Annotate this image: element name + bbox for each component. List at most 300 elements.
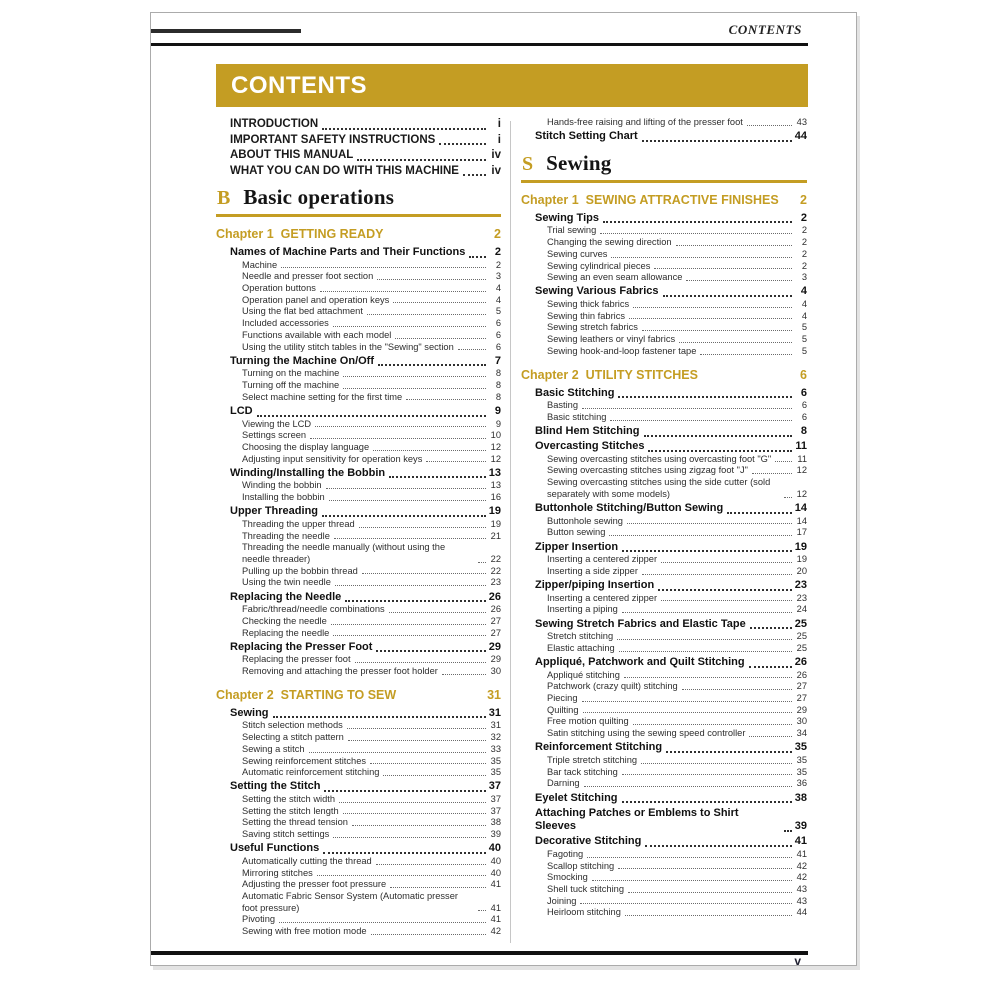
- toc-entry-page-number: 11: [795, 440, 807, 453]
- toc-entry-label: Threading the needle: [242, 530, 330, 541]
- dot-leader: [642, 574, 792, 575]
- dot-leader: [370, 763, 486, 764]
- toc-entry-page-number: 23: [490, 577, 501, 588]
- toc-entry-bold: [216, 246, 501, 260]
- toc-entry-label: Using the flat bed attachment: [242, 306, 363, 317]
- dot-leader: [642, 140, 792, 142]
- toc-entry-page-number: 5: [801, 322, 807, 333]
- dot-leader: [322, 128, 486, 130]
- toc-entry-label: Sewing with free motion mode: [242, 926, 367, 937]
- toc-entry-page-number: 6: [495, 318, 501, 329]
- toc-entry-page-number: 39: [794, 820, 807, 833]
- chapter-title: GETTING READY: [280, 227, 384, 241]
- toc-entry-page-number: 42: [796, 872, 807, 883]
- dot-leader: [622, 801, 792, 803]
- toc-entry-page-number: 38: [490, 817, 501, 828]
- toc-entry-label: Basic Stitching: [535, 386, 615, 399]
- toc-entry-label: Turning off the machine: [242, 380, 340, 391]
- toc-entry-bold: [521, 130, 807, 144]
- toc-entry-label: Operation panel and operation keys: [242, 294, 390, 305]
- toc-entry-sub: [216, 342, 501, 354]
- toc-entry-page-number: 22: [490, 554, 501, 565]
- toc-entry-label: Zipper/piping Insertion: [535, 579, 655, 592]
- toc-entry-page-number: 32: [490, 732, 501, 743]
- toc-entry-page-number: 35: [796, 766, 807, 777]
- toc-entry-page-number: 25: [796, 642, 807, 653]
- toc-entry-label: Bar tack stitching: [547, 766, 618, 777]
- toc-entry-page-number: 41: [796, 848, 807, 859]
- toc-entry-bold: [216, 707, 501, 721]
- toc-entry-page-number: 13: [490, 480, 501, 491]
- toc-entry-label: Setting the stitch length: [242, 805, 339, 816]
- chapter-title: STARTING TO SEW: [280, 687, 397, 702]
- toc-entry-label: Appliqué stitching: [547, 669, 620, 680]
- toc-entry-sub: [216, 295, 501, 307]
- toc-entry-sub: [521, 604, 807, 616]
- dot-leader: [784, 830, 792, 832]
- dot-leader: [617, 639, 792, 640]
- toc-entry-sub: [521, 681, 807, 693]
- toc-entry-page-number: 12: [796, 465, 807, 476]
- toc-entry-sub: [521, 643, 807, 655]
- toc-entry-page-number: 14: [794, 502, 807, 515]
- toc-entry-label: Patchwork (crazy quilt) stitching: [547, 681, 678, 692]
- dot-leader: [645, 845, 792, 847]
- toc-entry-page-number: 26: [794, 656, 807, 669]
- toc-entry-sub: [521, 322, 807, 334]
- dot-leader: [333, 635, 486, 636]
- dot-leader: [389, 612, 486, 613]
- toc-entry-label: Adjusting the presser foot pressure: [242, 879, 387, 890]
- toc-entry-page-number: 35: [490, 755, 501, 766]
- dot-leader: [629, 318, 792, 319]
- toc-entry-page-number: 29: [490, 654, 501, 665]
- toc-entry-page-number: 19: [490, 518, 501, 529]
- toc-entry-page-number: 43: [796, 884, 807, 895]
- dot-leader: [619, 651, 792, 652]
- dot-leader: [347, 728, 486, 729]
- toc-entry-page-number: 4: [495, 294, 501, 305]
- toc-entry-bold: [521, 285, 807, 299]
- toc-entry-page-number: 37: [488, 780, 501, 793]
- dot-leader: [624, 677, 792, 678]
- toc-entry-bold: [216, 780, 501, 794]
- toc-entry-sub: [216, 577, 501, 589]
- toc-entry-page-number: 2: [801, 260, 807, 271]
- dot-leader: [603, 221, 792, 223]
- dot-leader: [727, 512, 792, 514]
- dot-leader: [609, 535, 792, 536]
- toc-entry-sub: [216, 306, 501, 318]
- toc-entry-label: Needle and presser foot section: [242, 271, 374, 282]
- toc-entry-page-number: 4: [800, 285, 807, 298]
- dot-leader: [334, 538, 486, 539]
- toc-entry-page-number: 27: [490, 627, 501, 638]
- toc-entry-label: Setting the Stitch: [230, 780, 321, 793]
- toc-entry-label: Sewing Stretch Fabrics and Elastic Tape: [535, 617, 746, 630]
- toc-entry-label: Zipper Insertion: [535, 540, 619, 553]
- toc-entry-page-number: 5: [801, 334, 807, 345]
- toc-entry-label: Replacing the needle: [242, 627, 330, 638]
- toc-entry-label: Heirloom stitching: [547, 907, 621, 918]
- toc-entry-page-number: 6: [800, 386, 807, 399]
- toc-entry-page-number: 9: [494, 404, 501, 417]
- toc-entry-page-number: 16: [490, 492, 501, 503]
- dot-leader: [686, 280, 792, 281]
- toc-entry-sub: [521, 334, 807, 346]
- toc-entry-page-number: 27: [796, 693, 807, 704]
- toc-entry-sub: [521, 872, 807, 884]
- toc-entry-page-number: 2: [801, 237, 807, 248]
- toc-column-right: [521, 117, 807, 953]
- dot-leader: [442, 674, 486, 675]
- dot-leader: [281, 267, 486, 268]
- toc-entry-sub: [216, 283, 501, 295]
- toc-entry-page-number: 36: [796, 778, 807, 789]
- dot-leader: [367, 314, 486, 315]
- toc-entry-label: Pulling up the bobbin thread: [242, 565, 358, 576]
- section-letter: S: [522, 152, 534, 175]
- toc-entry-sub: [216, 442, 501, 454]
- toc-entry-label: Overcasting Stitches: [535, 440, 645, 453]
- toc-entry-label: Operation buttons: [242, 283, 316, 293]
- toc-entry-label: Sewing Tips: [535, 211, 599, 224]
- toc-entry-page-number: 23: [794, 579, 807, 592]
- dot-leader: [373, 450, 486, 451]
- toc-entry-sub: [521, 693, 807, 705]
- toc-entry-bold: [521, 618, 807, 632]
- toc-entry-sub: [216, 430, 501, 442]
- toc-entry-page-number: 31: [490, 720, 501, 731]
- dot-leader: [642, 330, 792, 331]
- toc-entry-page-number: 12: [490, 441, 501, 452]
- dot-leader: [439, 143, 486, 145]
- toc-entry-front: [216, 164, 501, 179]
- toc-entry-label: Sewing thick fabrics: [547, 299, 630, 309]
- dot-leader: [661, 600, 792, 601]
- dot-leader: [610, 420, 792, 421]
- toc-entry-sub: [216, 891, 501, 914]
- section-underline: [521, 180, 807, 183]
- toc-entry-page-number: 20: [796, 565, 807, 576]
- toc-entry-page-number: 30: [490, 666, 501, 677]
- dot-leader: [750, 627, 792, 629]
- dot-leader: [458, 349, 486, 350]
- toc-entry-page-number: 12: [490, 453, 501, 464]
- toc-entry-page-number: 5: [495, 306, 501, 317]
- dot-leader: [383, 775, 486, 776]
- toc-entry-label: Inserting a piping: [547, 604, 618, 615]
- dot-leader: [625, 915, 792, 916]
- toc-entry-label: WHAT YOU CAN DO WITH THIS MACHINE: [230, 164, 459, 177]
- toc-entry-label: IMPORTANT SAFETY INSTRUCTIONS: [230, 133, 436, 146]
- toc-entry-front: [216, 133, 501, 148]
- toc-entry-label: Automatically cutting the thread: [242, 855, 372, 866]
- toc-entry-label: Blind Hem Stitching: [535, 425, 640, 438]
- toc-entry-sub: [216, 654, 501, 666]
- toc-entry-page-number: 37: [490, 805, 501, 816]
- dot-leader: [343, 388, 486, 389]
- toc-entry-bold: [521, 440, 807, 454]
- toc-entry-page-number: 26: [796, 669, 807, 680]
- toc-entry-sub: [216, 720, 501, 732]
- toc-entry-sub: [216, 519, 501, 531]
- dot-leader: [469, 256, 486, 258]
- dot-leader: [641, 763, 792, 764]
- toc-entry-page-number: 41: [490, 879, 501, 890]
- toc-entry-sub: [521, 896, 807, 908]
- toc-entry-label: Triple stretch stitching: [547, 754, 638, 765]
- toc-entry-sub: [521, 400, 807, 412]
- toc-entry-page-number: 2: [801, 248, 807, 259]
- dot-leader: [426, 461, 486, 462]
- toc-entry-bold: [521, 792, 807, 806]
- dot-leader: [582, 701, 793, 702]
- dot-leader: [749, 736, 792, 737]
- toc-entry-page-number: 43: [796, 895, 807, 906]
- section-header: [216, 185, 501, 217]
- toc-entry-page-number: 26: [490, 604, 501, 615]
- toc-entry-sub: [521, 907, 807, 919]
- toc-entry-page-number: 41: [794, 835, 807, 848]
- toc-entry-page-number: 4: [801, 299, 807, 309]
- toc-entry-label: Free motion quilting: [547, 716, 629, 727]
- toc-entry-label: Inserting a centered zipper: [547, 592, 658, 603]
- dot-leader: [323, 852, 486, 854]
- manual-page: [150, 12, 857, 966]
- toc-entry-label: Functions available with each model: [242, 329, 392, 340]
- toc-entry-label: Turning the Machine On/Off: [230, 354, 375, 367]
- toc-entry-page-number: 6: [801, 400, 807, 411]
- toc-entry-page-number: 21: [490, 530, 501, 541]
- dot-leader: [390, 887, 486, 888]
- dot-leader: [661, 562, 792, 563]
- toc-entry-label: Machine: [242, 259, 278, 270]
- toc-entry-label: Using the twin needle: [242, 577, 331, 588]
- toc-entry-page-number: 40: [490, 855, 501, 866]
- dot-leader: [648, 450, 792, 452]
- dot-leader: [310, 438, 486, 439]
- dot-leader: [611, 257, 792, 258]
- toc-entry-page-number: 30: [796, 716, 807, 727]
- toc-entry-sub: [521, 670, 807, 682]
- toc-entry-page-number: 31: [488, 706, 501, 719]
- dot-leader: [654, 268, 792, 269]
- toc-entry-label: Satin stitching using the sewing speed controller: [547, 728, 746, 739]
- dot-leader: [582, 408, 792, 409]
- toc-entry-sub: [216, 926, 501, 938]
- section-title: Sewing: [546, 150, 612, 175]
- toc-entry-sub: [216, 856, 501, 868]
- dot-leader: [371, 934, 486, 935]
- toc-entry-sub: [216, 604, 501, 616]
- toc-entry-label: Sewing Various Fabrics: [535, 285, 659, 298]
- toc-entry-sub: [216, 318, 501, 330]
- toc-entry-page-number: 29: [796, 704, 807, 715]
- dot-leader: [317, 875, 486, 876]
- toc-entry-page-number: 42: [490, 926, 501, 937]
- chapter-heading: [521, 367, 807, 383]
- toc-entry-label: Adjusting input sensitivity for operation keys: [242, 453, 423, 464]
- toc-entry-label: Setting the thread tension: [242, 817, 348, 828]
- dot-leader: [622, 550, 792, 552]
- toc-entry-page-number: 27: [796, 681, 807, 692]
- toc-entry-sub: [521, 778, 807, 790]
- toc-entry-page-number: i: [497, 133, 501, 146]
- toc-entry-sub: [216, 806, 501, 818]
- dot-leader: [279, 922, 486, 923]
- section-title: Basic operations: [243, 185, 395, 209]
- chapter-heading: [521, 192, 807, 208]
- dot-leader: [393, 302, 486, 303]
- dot-leader: [676, 245, 792, 246]
- toc-entry-front: [216, 117, 501, 132]
- toc-entry-page-number: 23: [796, 592, 807, 603]
- dot-leader: [362, 573, 486, 574]
- toc-entry-page-number: 39: [490, 829, 501, 840]
- toc-entry-sub: [216, 330, 501, 342]
- toc-entry-page-number: 19: [796, 554, 807, 565]
- toc-entry-page-number: 24: [796, 604, 807, 615]
- toc-entry-page-number: 2: [494, 246, 501, 258]
- dot-leader: [592, 880, 792, 881]
- toc-entry-page-number: 5: [801, 345, 807, 356]
- toc-entry-sub: [521, 705, 807, 717]
- toc-entry-label: Inserting a centered zipper: [547, 554, 658, 565]
- toc-entry-label: Sewing reinforcement stitches: [242, 755, 367, 766]
- toc-entry-page-number: 40: [490, 867, 501, 878]
- dot-leader: [580, 903, 792, 904]
- dot-leader: [600, 233, 792, 234]
- toc-entry-label: Fabric/thread/needle combinations: [242, 604, 385, 615]
- toc-entry-sub: [216, 666, 501, 678]
- toc-entry-sub: [521, 861, 807, 873]
- toc-entry-page-number: 35: [490, 767, 501, 778]
- dot-leader: [376, 864, 486, 865]
- toc-entry-bold: [521, 212, 807, 226]
- chapter-title: SEWING ATTRACTIVE FINISHES: [585, 192, 779, 207]
- toc-entry-label: Replacing the presser foot: [242, 654, 351, 665]
- dot-leader: [320, 291, 486, 292]
- toc-entry-label: Selecting a stitch pattern: [242, 732, 344, 743]
- toc-entry-label: Elastic attaching: [547, 642, 615, 653]
- toc-entry-label: Sewing overcasting stitches using overcasting foot "G": [547, 453, 772, 464]
- dot-leader: [633, 724, 792, 725]
- toc-entry-label: Smocking: [547, 872, 588, 883]
- toc-entry-bold: [521, 425, 807, 439]
- toc-entry-page-number: 34: [796, 728, 807, 739]
- dot-leader: [324, 790, 486, 792]
- toc-entry-bold: [521, 835, 807, 849]
- toc-entry-page-number: 4: [801, 310, 807, 321]
- dot-leader: [644, 435, 793, 437]
- toc-entry-sub: [216, 380, 501, 392]
- chapter-label: Chapter 2: [521, 367, 579, 382]
- toc-entry-sub: [216, 419, 501, 431]
- toc-entry-sub: [216, 744, 501, 756]
- toc-entry-label: Choosing the display language: [242, 441, 370, 452]
- toc-entry-label: Sewing overcasting stitches using the side cutter (sold separately with some models): [547, 477, 771, 499]
- dot-leader: [322, 515, 486, 517]
- toc-entry-page-number: 3: [495, 271, 501, 282]
- section-header: [521, 151, 807, 183]
- dot-leader: [633, 307, 792, 308]
- footer-rule: [151, 951, 808, 955]
- toc-entry-page-number: 35: [796, 754, 807, 765]
- dot-leader: [348, 740, 486, 741]
- toc-entry-sub: [521, 516, 807, 528]
- toc-entry-sub: [216, 260, 501, 272]
- dot-leader: [663, 295, 793, 297]
- toc-entry-label: Quilting: [547, 704, 579, 715]
- toc-entry-bold: [521, 502, 807, 516]
- dot-leader: [478, 562, 486, 563]
- header-rule: [151, 43, 808, 46]
- toc-entry-sub: [216, 767, 501, 779]
- toc-entry-sub: [521, 566, 807, 578]
- toc-entry-bold: [521, 541, 807, 555]
- toc-entry-sub: [216, 879, 501, 891]
- chapter-page-number: 2: [494, 227, 501, 241]
- toc-entry-bold: [216, 641, 501, 655]
- toc-entry-label: Changing the sewing direction: [547, 237, 672, 248]
- dot-leader: [775, 461, 792, 462]
- dot-leader: [679, 342, 792, 343]
- toc-columns: [216, 117, 808, 953]
- section-underline: [216, 214, 501, 217]
- dot-leader: [331, 624, 486, 625]
- toc-entry-sub: [216, 829, 501, 841]
- toc-entry-label: Removing and attaching the presser foot holder: [242, 666, 438, 677]
- toc-entry-sub: [521, 249, 807, 261]
- toc-entry-sub: [521, 849, 807, 861]
- dot-leader: [463, 174, 486, 176]
- toc-entry-sub: [216, 271, 501, 283]
- toc-entry-label: LCD: [230, 404, 253, 417]
- toc-entry-sub: [521, 767, 807, 779]
- toc-entry-page-number: 2: [800, 211, 807, 224]
- dot-leader: [618, 868, 792, 869]
- toc-entry-label: Stitch Setting Chart: [535, 130, 638, 143]
- toc-entry-label: Useful Functions: [230, 842, 320, 855]
- toc-entry-label: Hands-free raising and lifting of the presser foot: [547, 117, 743, 127]
- toc-entry-sub: [216, 531, 501, 543]
- toc-entry-page-number: 2: [495, 259, 501, 270]
- toc-entry-label: Sewing stretch fabrics: [547, 322, 638, 333]
- dot-leader: [339, 802, 486, 803]
- chapter-page-number: 6: [800, 367, 807, 382]
- toc-entry-page-number: 42: [796, 860, 807, 871]
- toc-entry-page-number: 19: [488, 505, 501, 518]
- dot-leader: [357, 159, 486, 161]
- toc-entry-label: Setting the stitch width: [242, 794, 336, 805]
- toc-entry-label: Installing the bobbin: [242, 492, 325, 503]
- toc-entry-page-number: 13: [488, 466, 501, 479]
- toc-entry-label: Sewing an even seam allowance: [547, 272, 683, 283]
- toc-entry-sub: [521, 554, 807, 566]
- toc-entry-page-number: 41: [490, 914, 501, 925]
- toc-entry-label: Joining: [547, 895, 577, 906]
- chapter-label: Chapter 1: [216, 227, 274, 241]
- toc-entry-sub: [216, 368, 501, 380]
- toc-entry-sub: [521, 299, 807, 311]
- dot-leader: [359, 527, 486, 528]
- toc-entry-page-number: 43: [796, 117, 807, 127]
- chapter-label: Chapter 1: [521, 192, 579, 207]
- toc-entry-page-number: 29: [488, 640, 501, 653]
- toc-entry-page-number: 40: [488, 842, 501, 855]
- toc-entry-label: Using the utility stitch tables in the "Sewing" section: [242, 341, 454, 352]
